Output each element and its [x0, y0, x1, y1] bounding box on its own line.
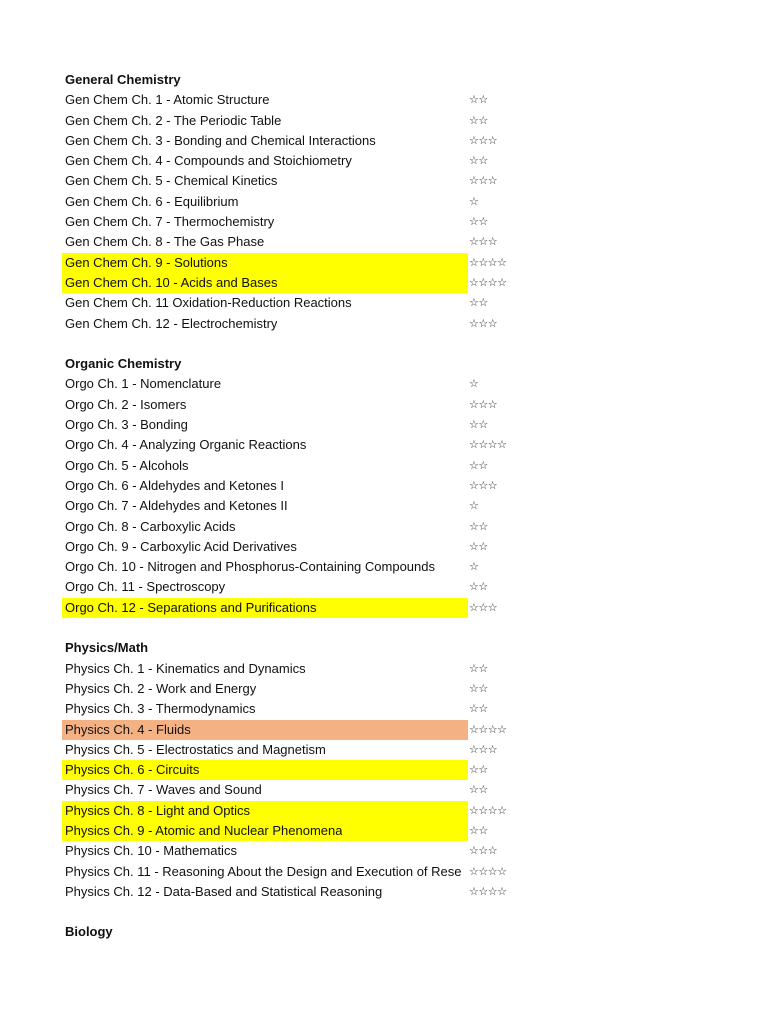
- white-star-icon: ☆: [497, 803, 507, 817]
- chapter-label: Gen Chem Ch. 10 - Acids and Bases: [65, 274, 278, 290]
- chapter-row: [0, 90, 768, 110]
- chapter-label: Orgo Ch. 3 - Bonding: [65, 417, 188, 433]
- white-star-icon: ☆: [469, 418, 479, 432]
- white-star-icon: ☆: [469, 783, 479, 797]
- chapter-label: Physics Ch. 3 - Thermodynamics: [65, 701, 256, 717]
- chapter-row: [0, 192, 768, 212]
- chapter-label: Gen Chem Ch. 12 - Electrochemistry: [65, 315, 278, 331]
- chapter-label: Orgo Ch. 12 - Separations and Purifications: [65, 599, 317, 615]
- white-star-icon: ☆: [469, 438, 479, 452]
- white-star-icon: ☆: [487, 133, 498, 147]
- white-star-icon: ☆: [478, 763, 488, 777]
- white-star-icon: ☆: [469, 296, 479, 310]
- star-rating: [469, 111, 488, 131]
- white-star-icon: ☆: [478, 783, 488, 797]
- white-star-icon: ☆: [497, 438, 507, 452]
- white-star-icon: ☆: [487, 884, 498, 898]
- white-star-icon: ☆: [497, 884, 507, 898]
- chapter-label: Orgo Ch. 6 - Aldehydes and Ketones I: [65, 477, 284, 493]
- white-star-icon: ☆: [497, 722, 507, 736]
- chapter-label: Physics Ch. 9 - Atomic and Nuclear Phenomena: [65, 822, 343, 838]
- star-rating: [469, 862, 507, 882]
- white-star-icon: ☆: [478, 418, 488, 432]
- chapter-row: [0, 679, 768, 699]
- star-rating: [469, 131, 497, 151]
- chapter-label: Gen Chem Ch. 5 - Chemical Kinetics: [65, 173, 278, 189]
- chapter-row: [0, 577, 768, 597]
- white-star-icon: ☆: [469, 722, 479, 736]
- white-star-icon: ☆: [478, 681, 488, 695]
- white-star-icon: ☆: [469, 194, 479, 208]
- star-rating: [469, 679, 488, 699]
- chapter-row: [0, 496, 768, 516]
- white-star-icon: ☆: [478, 438, 488, 452]
- star-rating: [469, 760, 488, 780]
- white-star-icon: ☆: [469, 154, 479, 168]
- white-star-icon: ☆: [469, 255, 479, 269]
- chapter-row: [0, 435, 768, 455]
- chapter-row: [0, 557, 768, 577]
- star-rating: [469, 374, 478, 394]
- star-rating: [469, 151, 488, 171]
- chapter-row: [0, 780, 768, 800]
- chapter-row: [0, 760, 768, 780]
- chapter-label: Physics Ch. 6 - Circuits: [65, 762, 200, 778]
- chapter-label: Orgo Ch. 10 - Nitrogen and Phosphorus-Containing Compounds: [65, 559, 435, 575]
- chapter-row: [0, 151, 768, 171]
- chapter-label: Physics Ch. 5 - Electrostatics and Magnetism: [65, 741, 326, 757]
- section-title: Physics/Math: [65, 640, 149, 656]
- white-star-icon: ☆: [469, 539, 479, 553]
- white-star-icon: ☆: [469, 823, 479, 837]
- section-title: General Chemistry: [65, 72, 181, 87]
- star-rating: [469, 740, 497, 760]
- chapter-label: Physics Ch. 10 - Mathematics: [65, 843, 237, 859]
- white-star-icon: ☆: [487, 275, 498, 289]
- chapter-label: Gen Chem Ch. 7 - Thermochemistry: [65, 214, 275, 230]
- chapter-row: [0, 395, 768, 415]
- white-star-icon: ☆: [469, 215, 479, 229]
- chapter-label: Gen Chem Ch. 3 - Bonding and Chemical Interactions: [65, 132, 376, 148]
- chapter-label: Orgo Ch. 5 - Alcohols: [65, 457, 189, 473]
- chapter-row: [0, 841, 768, 861]
- white-star-icon: ☆: [487, 316, 498, 330]
- chapter-label: Orgo Ch. 1 - Nomenclature: [65, 376, 222, 392]
- chapter-row: [0, 456, 768, 476]
- chapter-label: Physics Ch. 7 - Waves and Sound: [65, 782, 262, 798]
- chapter-label: Physics Ch. 12 - Data-Based and Statistical Reasoning: [65, 883, 383, 899]
- chapter-row: [0, 314, 768, 334]
- star-rating: [469, 496, 478, 516]
- white-star-icon: ☆: [497, 255, 507, 269]
- chapter-label: Orgo Ch. 4 - Analyzing Organic Reactions: [65, 437, 307, 453]
- white-star-icon: ☆: [469, 519, 479, 533]
- white-star-icon: ☆: [469, 661, 479, 675]
- star-rating: [469, 801, 507, 821]
- white-star-icon: ☆: [478, 275, 488, 289]
- chapter-label: Physics Ch. 4 - Fluids: [65, 721, 191, 737]
- chapter-label: Gen Chem Ch. 8 - The Gas Phase: [65, 234, 265, 250]
- star-rating: [469, 780, 488, 800]
- white-star-icon: ☆: [478, 803, 488, 817]
- star-rating: [469, 90, 488, 110]
- white-star-icon: ☆: [469, 884, 479, 898]
- white-star-icon: ☆: [469, 864, 479, 878]
- white-star-icon: ☆: [469, 560, 479, 574]
- section-title: Organic Chemistry: [65, 356, 182, 372]
- chapter-row: [0, 801, 768, 821]
- white-star-icon: ☆: [469, 174, 479, 188]
- star-rating: [469, 232, 497, 252]
- chapter-label: Orgo Ch. 8 - Carboxylic Acids: [65, 518, 236, 534]
- star-rating: [469, 821, 488, 841]
- star-rating: [469, 415, 488, 435]
- star-rating: [469, 435, 507, 455]
- white-star-icon: ☆: [487, 803, 498, 817]
- chapter-row: [0, 659, 768, 679]
- white-star-icon: ☆: [478, 154, 488, 168]
- white-star-icon: ☆: [478, 702, 488, 716]
- white-star-icon: ☆: [478, 397, 488, 411]
- chapter-label: Gen Chem Ch. 2 - The Periodic Table: [65, 112, 282, 128]
- white-star-icon: ☆: [478, 884, 488, 898]
- white-star-icon: ☆: [469, 600, 479, 614]
- star-rating: [469, 253, 507, 273]
- white-star-icon: ☆: [478, 215, 488, 229]
- white-star-icon: ☆: [487, 478, 498, 492]
- white-star-icon: ☆: [469, 499, 479, 513]
- star-rating: [469, 395, 497, 415]
- chapter-row: [0, 293, 768, 313]
- white-star-icon: ☆: [469, 478, 479, 492]
- star-rating: [469, 841, 497, 861]
- white-star-icon: ☆: [469, 397, 479, 411]
- white-star-icon: ☆: [478, 478, 488, 492]
- star-rating: [469, 557, 478, 577]
- chapter-row: [0, 415, 768, 435]
- chapter-label: Orgo Ch. 2 - Isomers: [65, 396, 187, 412]
- chapter-row: [0, 273, 768, 293]
- white-star-icon: ☆: [487, 255, 498, 269]
- white-star-icon: ☆: [469, 93, 479, 107]
- chapter-row: [0, 740, 768, 760]
- white-star-icon: ☆: [478, 235, 488, 249]
- chapter-label: Gen Chem Ch. 4 - Compounds and Stoichiometry: [65, 153, 352, 169]
- chapter-label: Orgo Ch. 9 - Carboxylic Acid Derivatives: [65, 538, 297, 554]
- white-star-icon: ☆: [469, 702, 479, 716]
- star-rating: [469, 537, 488, 557]
- chapter-label: Orgo Ch. 7 - Aldehydes and Ketones II: [65, 498, 288, 514]
- star-rating: [469, 577, 488, 597]
- white-star-icon: ☆: [487, 742, 498, 756]
- white-star-icon: ☆: [469, 316, 479, 330]
- chapter-row: [0, 720, 768, 740]
- white-star-icon: ☆: [478, 458, 488, 472]
- white-star-icon: ☆: [478, 864, 488, 878]
- white-star-icon: ☆: [469, 377, 479, 391]
- star-rating: [469, 171, 497, 191]
- star-rating: [469, 699, 488, 719]
- star-rating: [469, 192, 478, 212]
- white-star-icon: ☆: [478, 823, 488, 837]
- star-rating: [469, 314, 497, 334]
- white-star-icon: ☆: [469, 742, 479, 756]
- star-rating: [469, 456, 488, 476]
- white-star-icon: ☆: [487, 722, 498, 736]
- white-star-icon: ☆: [478, 742, 488, 756]
- section-title: Biology: [65, 924, 113, 940]
- white-star-icon: ☆: [478, 255, 488, 269]
- white-star-icon: ☆: [478, 661, 488, 675]
- white-star-icon: ☆: [497, 864, 507, 878]
- chapter-label: Physics Ch. 8 - Light and Optics: [65, 802, 250, 818]
- white-star-icon: ☆: [478, 316, 488, 330]
- chapter-row: [0, 374, 768, 394]
- white-star-icon: ☆: [469, 763, 479, 777]
- chapter-label: Gen Chem Ch. 6 - Equilibrium: [65, 193, 239, 209]
- star-rating: [469, 517, 488, 537]
- star-rating: [469, 659, 488, 679]
- white-star-icon: ☆: [469, 580, 479, 594]
- white-star-icon: ☆: [469, 235, 479, 249]
- white-star-icon: ☆: [478, 580, 488, 594]
- chapter-row: [0, 821, 768, 841]
- white-star-icon: ☆: [478, 600, 488, 614]
- white-star-icon: ☆: [487, 600, 498, 614]
- white-star-icon: ☆: [469, 803, 479, 817]
- star-rating: [469, 293, 488, 313]
- blank-row: [0, 334, 768, 354]
- white-star-icon: ☆: [469, 133, 479, 147]
- chapter-label: Physics Ch. 1 - Kinematics and Dynamics: [65, 660, 306, 676]
- chapter-label: Gen Chem Ch. 1 - Atomic Structure: [65, 92, 270, 108]
- white-star-icon: ☆: [497, 275, 507, 289]
- star-rating: [469, 212, 488, 232]
- chapter-row: [0, 862, 768, 882]
- white-star-icon: ☆: [478, 519, 488, 533]
- white-star-icon: ☆: [478, 539, 488, 553]
- chapter-row: [0, 111, 768, 131]
- star-rating: [469, 720, 507, 740]
- chapter-label: Orgo Ch. 11 - Spectroscopy: [65, 579, 226, 595]
- white-star-icon: ☆: [469, 275, 479, 289]
- chapter-row: [0, 232, 768, 252]
- chapter-row: [0, 253, 768, 273]
- chapter-row: [0, 882, 768, 902]
- white-star-icon: ☆: [478, 113, 488, 127]
- blank-row: [0, 902, 768, 922]
- white-star-icon: ☆: [469, 681, 479, 695]
- chapter-label: Physics Ch. 2 - Work and Energy: [65, 680, 257, 696]
- white-star-icon: ☆: [478, 844, 488, 858]
- star-rating: [469, 882, 507, 902]
- white-star-icon: ☆: [487, 864, 498, 878]
- white-star-icon: ☆: [469, 844, 479, 858]
- star-rating: [469, 273, 507, 293]
- star-rating: [469, 598, 497, 618]
- white-star-icon: ☆: [487, 174, 498, 188]
- white-star-icon: ☆: [487, 844, 498, 858]
- chapter-row: [0, 537, 768, 557]
- white-star-icon: ☆: [478, 722, 488, 736]
- chapter-row: [0, 476, 768, 496]
- white-star-icon: ☆: [487, 438, 498, 452]
- spreadsheet-sheet: [0, 70, 768, 943]
- chapter-label: Gen Chem Ch. 11 Oxidation-Reduction Reactions: [65, 295, 352, 311]
- star-rating: [469, 476, 497, 496]
- white-star-icon: ☆: [478, 174, 488, 188]
- chapter-label: Physics Ch. 11 - Reasoning About the Design and Execution of Rese: [65, 863, 462, 879]
- white-star-icon: ☆: [478, 93, 488, 107]
- chapter-row: [0, 171, 768, 191]
- chapter-row: [0, 131, 768, 151]
- white-star-icon: ☆: [469, 458, 479, 472]
- chapter-row: [0, 212, 768, 232]
- white-star-icon: ☆: [487, 235, 498, 249]
- white-star-icon: ☆: [487, 397, 498, 411]
- chapter-row: [0, 699, 768, 719]
- blank-row: [0, 618, 768, 638]
- chapter-label: Gen Chem Ch. 9 - Solutions: [65, 254, 228, 270]
- chapter-row: [0, 598, 768, 618]
- white-star-icon: ☆: [469, 113, 479, 127]
- chapter-row: [0, 517, 768, 537]
- white-star-icon: ☆: [478, 133, 488, 147]
- white-star-icon: ☆: [478, 296, 488, 310]
